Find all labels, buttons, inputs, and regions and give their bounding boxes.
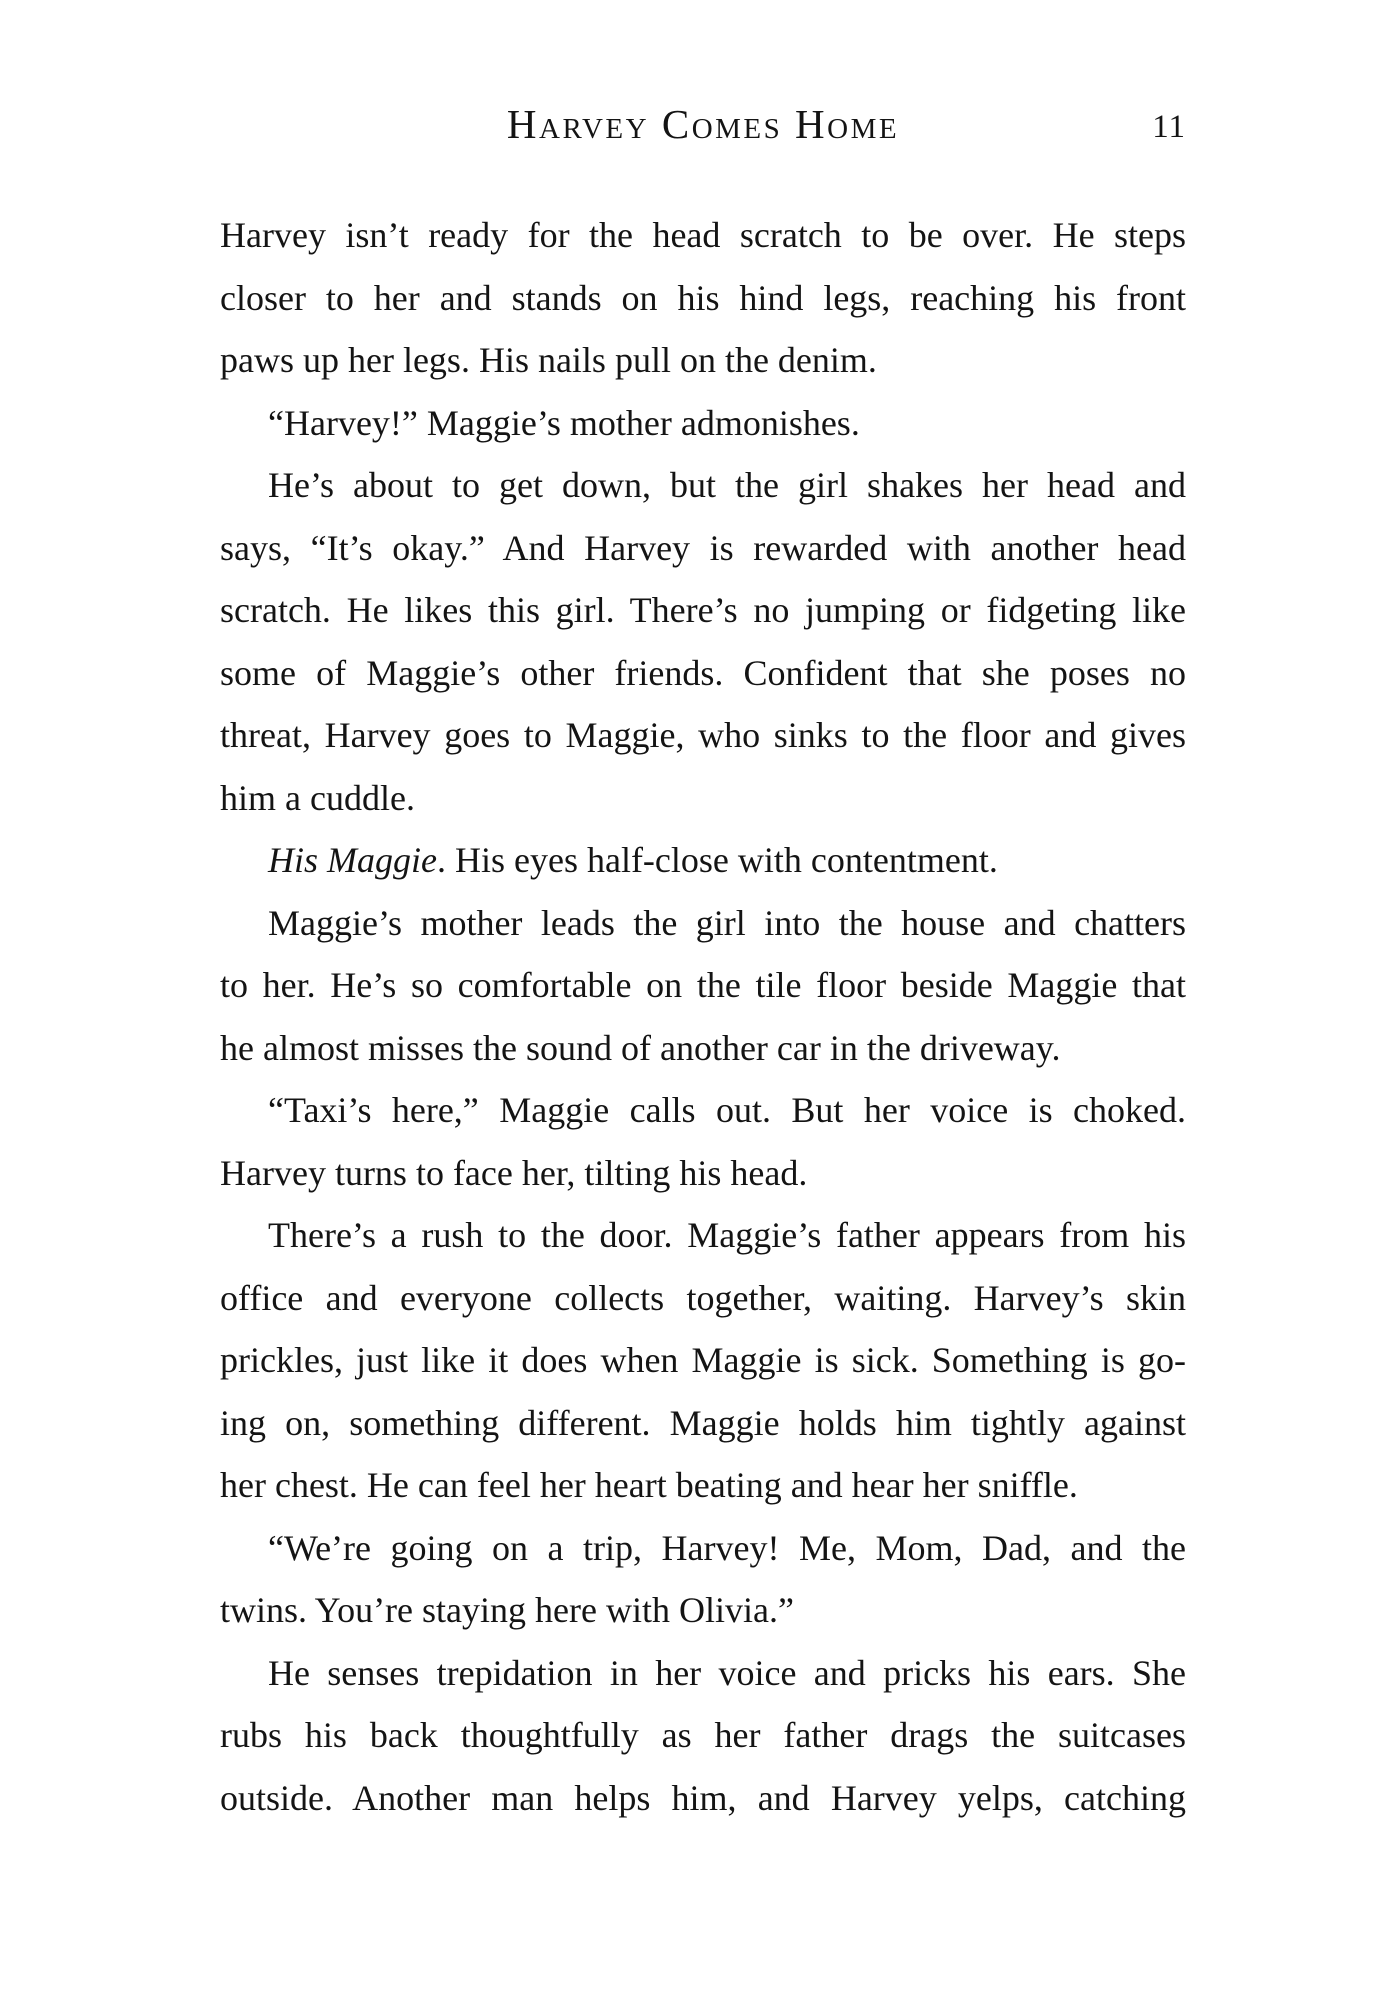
paragraph [220,1079,1186,1204]
text-line: “Harvey!” Maggie’s mother admonishes. [268,402,860,443]
text-line: some of Maggie’s other friends. Confident that she poses no [220,652,1186,693]
text-line: closer to her and stands on his hind legs, reaching his front [220,277,1186,318]
text-line: outside. Another man helps him, and Harvey yelps, catching [220,1777,1186,1818]
body-text [220,204,1186,1829]
paragraph [220,892,1186,1080]
text-line: threat, Harvey goes to Maggie, who sinks to the floor and gives [220,715,1186,755]
text-line: prickles, just like it does when Maggie is sick. Something is go- [220,1340,1186,1380]
text-line: Maggie’s mother leads the girl into the house and chatters [268,902,1186,943]
text-line: him a cuddle. [220,777,415,818]
text-line: He senses trepidation in her voice and pricks his ears. She [268,1652,1186,1693]
running-header-title: Harvey Comes Home [506,101,900,147]
text-line: rubs his back thoughtfully as her father drags the suitcases [220,1715,1186,1755]
text-line: scratch. He likes this girl. There’s no jumping or fidgeting like [220,590,1186,630]
text-line: to her. He’s so comfortable on the tile floor beside Maggie that [220,965,1186,1005]
text-line: “Taxi’s here,” Maggie calls out. But her voice is choked. [268,1090,1186,1130]
paragraph [220,392,1186,455]
page-number: 11 [1152,109,1186,145]
text-line: His Maggie. His eyes half-close with contentment. [268,840,998,880]
paragraph [220,1517,1186,1642]
text-line: he almost misses the sound of another car in the driveway. [220,1027,1061,1068]
text-line: her chest. He can feel her heart beating and hear her sniffle. [220,1465,1078,1505]
text-line: There’s a rush to the door. Maggie’s father appears from his [268,1215,1186,1255]
paragraph [220,454,1186,829]
paragraph [220,204,1186,392]
italic-text: His Maggie [268,840,437,880]
paragraph [220,1642,1186,1830]
text-line: ing on, something different. Maggie holds him tightly against [220,1402,1186,1443]
running-header [220,101,1186,156]
text-line: Harvey isn’t ready for the head scratch to be over. He steps [220,215,1186,255]
text-line: twins. You’re staying here with Olivia.” [220,1590,794,1630]
text-line: paws up her legs. His nails pull on the denim. [220,340,877,380]
paragraph [220,1204,1186,1517]
text-line: Harvey turns to face her, tilting his head. [220,1152,808,1193]
text-line: says, “It’s okay.” And Harvey is rewarded with another head [220,527,1186,568]
text-line: “We’re going on a trip, Harvey! Me, Mom, Dad, and the [268,1527,1186,1568]
paragraph [220,829,1186,892]
text-line: office and everyone collects together, waiting. Harvey’s skin [220,1277,1186,1318]
text-line: He’s about to get down, but the girl shakes her head and [268,465,1186,505]
